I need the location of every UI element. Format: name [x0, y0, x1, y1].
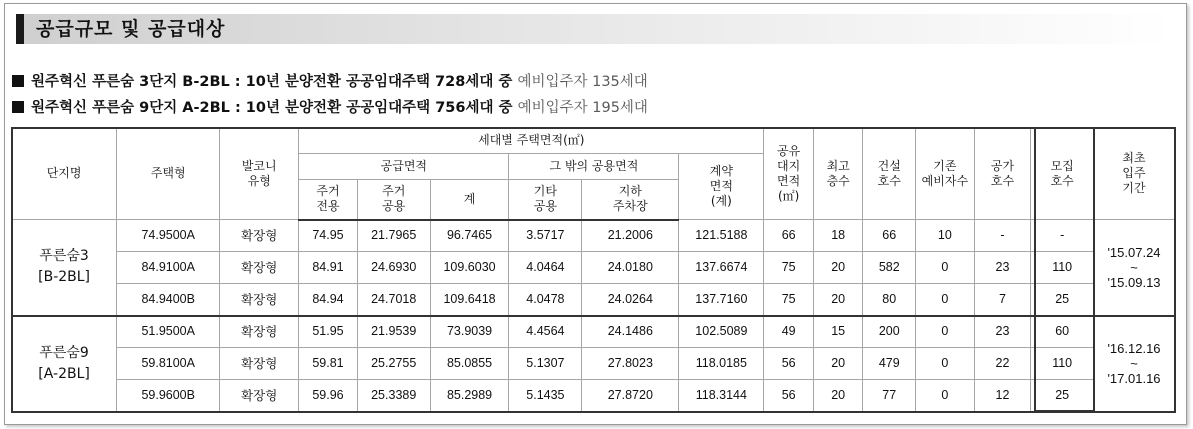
cell-recruit: 60	[1031, 316, 1094, 348]
cell-land: 49	[764, 316, 814, 348]
table-row	[12, 220, 1175, 252]
cell-subtotal: 85.2989	[430, 380, 509, 412]
cell-exclusive: 59.96	[299, 380, 358, 412]
move-in-period: '16.12.16 ~ '17.01.16	[1094, 316, 1175, 412]
cell-land: 75	[764, 252, 814, 284]
cell-type: 59.8100A	[117, 348, 220, 380]
cell-common: 25.3389	[357, 380, 430, 412]
cell-floor: 15	[813, 316, 863, 348]
cell-reserve: 0	[916, 252, 975, 284]
cell-exclusive: 51.95	[299, 316, 358, 348]
header-other-area: 그 밖의 공용면적	[509, 154, 679, 180]
header-supply-area: 공급면적	[299, 154, 509, 180]
header-vacant-units: 공가 호수	[974, 128, 1031, 220]
cell-vacant: 12	[974, 380, 1031, 412]
cell-subtotal: 85.0855	[430, 348, 509, 380]
summary-line-2	[12, 98, 648, 118]
header-other-common: 기타 공용	[509, 180, 582, 220]
cell-balcony: 확장형	[220, 380, 299, 412]
cell-subtotal: 73.9039	[430, 316, 509, 348]
summary-line-1	[12, 72, 648, 92]
cell-vacant: 23	[974, 252, 1031, 284]
header-max-floor: 최고 층수	[813, 128, 863, 220]
cell-parking: 24.1486	[582, 316, 679, 348]
header-parking: 지하 주차장	[582, 180, 679, 220]
cell-land: 56	[764, 348, 814, 380]
cell-balcony: 확장형	[220, 220, 299, 252]
cell-other: 5.1307	[509, 348, 582, 380]
cell-floor: 20	[813, 348, 863, 380]
cell-type: 74.9500A	[117, 220, 220, 252]
cell-type: 84.9400B	[117, 284, 220, 316]
cell-common: 25.2755	[357, 348, 430, 380]
table-row	[12, 252, 1175, 284]
square-bullet-icon	[12, 75, 24, 87]
cell-parking: 27.8720	[582, 380, 679, 412]
summary-note: 예비입주자 195세대	[517, 100, 648, 116]
cell-recruit: 25	[1031, 284, 1094, 316]
header-area-group: 세대별 주택면적(㎡)	[299, 128, 764, 154]
header-subtotal: 계	[430, 180, 509, 220]
cell-other: 4.4564	[509, 316, 582, 348]
cell-common: 21.7965	[357, 220, 430, 252]
cell-type: 51.9500A	[117, 316, 220, 348]
summary-note: 예비입주자 135세대	[517, 74, 648, 90]
cell-reserve: 10	[916, 220, 975, 252]
cell-reserve: 0	[916, 316, 975, 348]
cell-contract: 102.5089	[679, 316, 764, 348]
cell-reserve: 0	[916, 284, 975, 316]
complex-name: 푸른숨9 [A-2BL]	[12, 316, 117, 412]
cell-other: 3.5717	[509, 220, 582, 252]
header-contract-area: 계약 면적 (계)	[679, 154, 764, 220]
cell-floor: 20	[813, 284, 863, 316]
cell-vacant: -	[974, 220, 1031, 252]
cell-subtotal: 109.6030	[430, 252, 509, 284]
header-existing-reserve: 기존 예비자수	[916, 128, 975, 220]
cell-land: 75	[764, 284, 814, 316]
cell-contract: 137.6674	[679, 252, 764, 284]
header-balcony: 발코니 유형	[220, 128, 299, 220]
summary-main: 원주혁신 푸른숨 3단지 B-2BL : 10년 분양전환 공공임대주택 728세대 중	[31, 74, 513, 90]
cell-contract: 118.3144	[679, 380, 764, 412]
cell-balcony: 확장형	[220, 348, 299, 380]
header-recruit-units: 모집 호수	[1031, 128, 1094, 220]
cell-common: 24.7018	[357, 284, 430, 316]
page-title: 공급규모 및 공급대상	[36, 18, 226, 40]
supply-table	[11, 127, 1175, 412]
cell-parking: 24.0180	[582, 252, 679, 284]
header-complex: 단지명	[12, 128, 117, 220]
cell-contract: 137.7160	[679, 284, 764, 316]
cell-common: 21.9539	[357, 316, 430, 348]
cell-balcony: 확장형	[220, 284, 299, 316]
cell-built: 582	[863, 252, 916, 284]
cell-balcony: 확장형	[220, 252, 299, 284]
cell-built: 77	[863, 380, 916, 412]
cell-exclusive: 84.94	[299, 284, 358, 316]
cell-other: 5.1435	[509, 380, 582, 412]
cell-exclusive: 59.81	[299, 348, 358, 380]
summary-main: 원주혁신 푸른숨 9단지 A-2BL : 10년 분양전환 공공임대주택 756세대 중	[31, 100, 513, 116]
cell-floor: 20	[813, 380, 863, 412]
cell-floor: 20	[813, 252, 863, 284]
cell-subtotal: 96.7465	[430, 220, 509, 252]
cell-type: 84.9100A	[117, 252, 220, 284]
cell-contract: 118.0185	[679, 348, 764, 380]
cell-land: 66	[764, 220, 814, 252]
cell-other: 4.0464	[509, 252, 582, 284]
cell-built: 479	[863, 348, 916, 380]
cell-recruit: 25	[1031, 380, 1094, 412]
complex-name: 푸른숨3 [B-2BL]	[12, 220, 117, 316]
cell-balcony: 확장형	[220, 316, 299, 348]
cell-parking: 27.8023	[582, 348, 679, 380]
cell-recruit: 110	[1031, 252, 1094, 284]
table-row	[12, 348, 1175, 380]
cell-recruit: -	[1031, 220, 1094, 252]
cell-vacant: 7	[974, 284, 1031, 316]
cell-vacant: 23	[974, 316, 1031, 348]
cell-parking: 21.2006	[582, 220, 679, 252]
header-common: 주거 공용	[357, 180, 430, 220]
cell-reserve: 0	[916, 380, 975, 412]
cell-parking: 24.0264	[582, 284, 679, 316]
cell-exclusive: 84.91	[299, 252, 358, 284]
header-exclusive: 주거 전용	[299, 180, 358, 220]
cell-subtotal: 109.6418	[430, 284, 509, 316]
cell-exclusive: 74.95	[299, 220, 358, 252]
cell-recruit: 110	[1031, 348, 1094, 380]
header-units-built: 건설 호수	[863, 128, 916, 220]
cell-built: 200	[863, 316, 916, 348]
header-land-share: 공유 대지 면적 (㎡)	[764, 128, 814, 220]
cell-contract: 121.5188	[679, 220, 764, 252]
cell-built: 80	[863, 284, 916, 316]
table-row	[12, 380, 1175, 412]
square-bullet-icon	[12, 101, 24, 113]
header-first-move-in: 최초 입주 기간	[1094, 128, 1175, 220]
cell-other: 4.0478	[509, 284, 582, 316]
cell-common: 24.6930	[357, 252, 430, 284]
cell-built: 66	[863, 220, 916, 252]
cell-vacant: 22	[974, 348, 1031, 380]
table-row	[12, 316, 1175, 348]
cell-reserve: 0	[916, 348, 975, 380]
table-row	[12, 284, 1175, 316]
header-type: 주택형	[117, 128, 220, 220]
cell-land: 56	[764, 380, 814, 412]
cell-floor: 18	[813, 220, 863, 252]
move-in-period: '15.07.24 ~ '15.09.13	[1094, 220, 1175, 316]
cell-type: 59.9600B	[117, 380, 220, 412]
title-marker	[16, 14, 24, 44]
